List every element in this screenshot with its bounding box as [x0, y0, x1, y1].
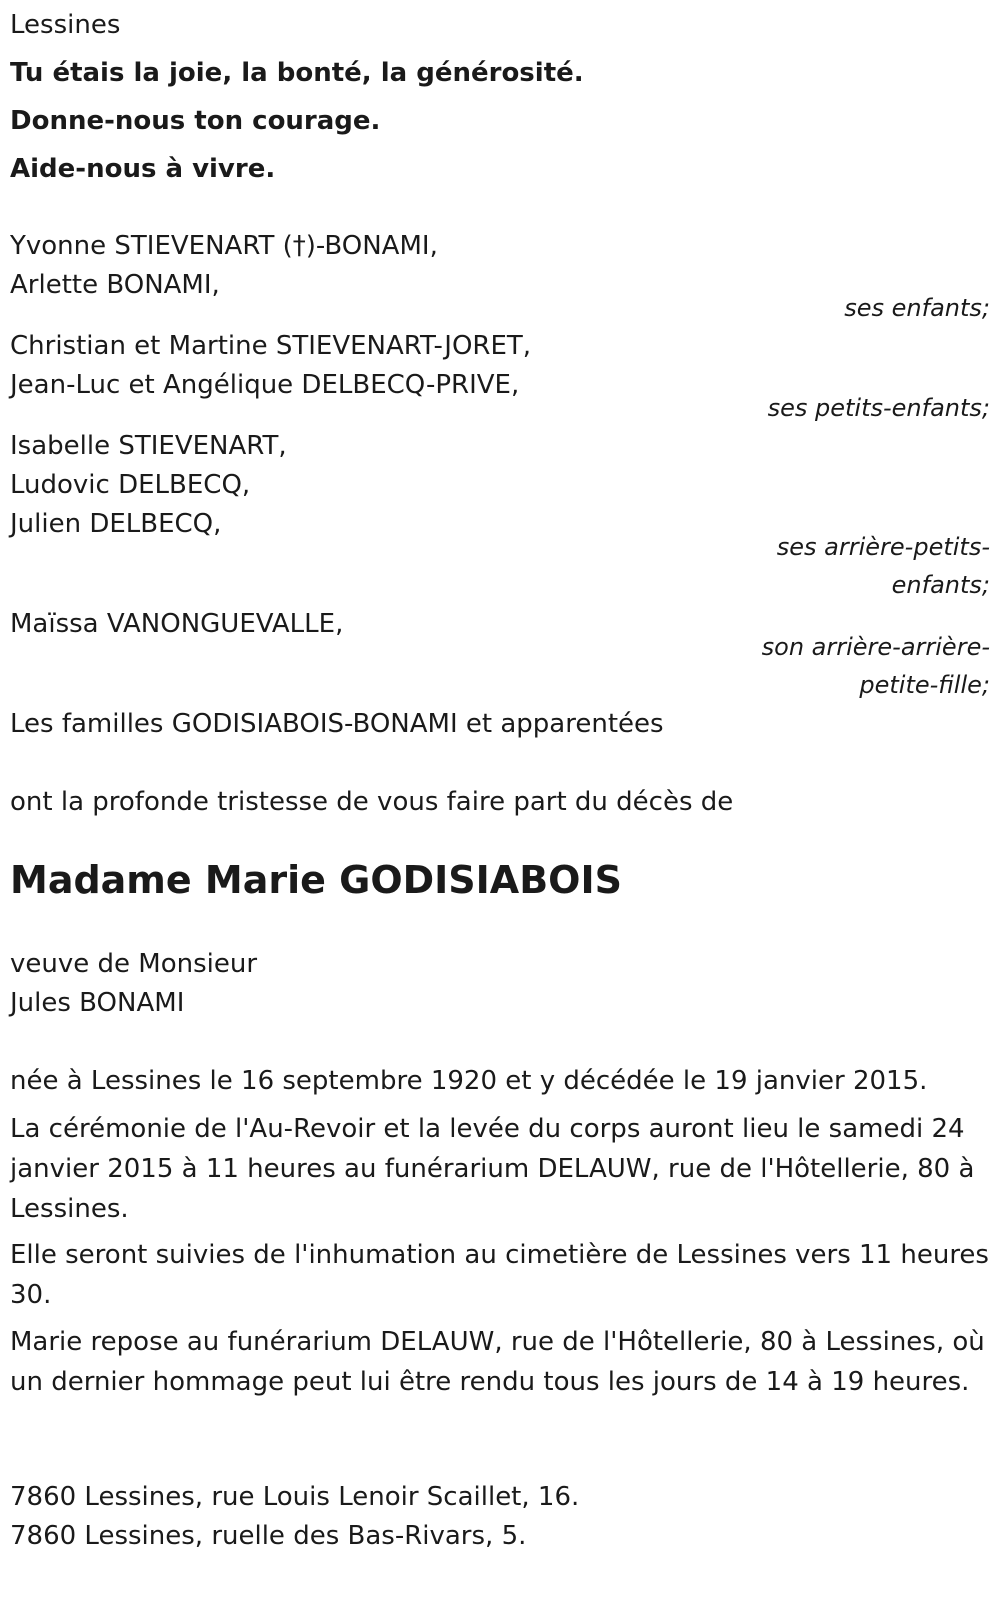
- visitation-paragraph: Marie repose au funérarium DELAUW, rue de l'Hôtellerie, 80 à Lessines, où un dernier hommage peut lui être rendu tous les jours de 14 à 19 heures.: [10, 1327, 985, 1397]
- relation-label: ses arrière-petits-: [776, 533, 990, 561]
- relation-label: ses enfants;: [844, 294, 990, 322]
- family-member: Yvonne STIEVENART (†)-BONAMI,: [10, 231, 438, 261]
- widow-line: Jules BONAMI: [10, 988, 185, 1018]
- ceremony-paragraph: La cérémonie de l'Au-Revoir et la levée du corps auront lieu le samedi 24 janvier 2015 à 11 heures au funérarium DELAUW, rue de l'Hôtellerie, 80 à Lessines.: [10, 1114, 975, 1224]
- family-member: Arlette BONAMI,: [10, 270, 220, 300]
- announcement: ont la profonde tristesse de vous faire part du décès de: [10, 787, 734, 817]
- address-line: 7860 Lessines, rue Louis Lenoir Scaillet, 16.: [10, 1482, 580, 1512]
- family-member: Ludovic DELBECQ,: [10, 470, 251, 500]
- address-line: 7860 Lessines, ruelle des Bas-Rivars, 5.: [10, 1521, 527, 1551]
- poem-line: Donne-nous ton courage.: [10, 106, 381, 136]
- relation-label: ses petits-enfants;: [767, 394, 990, 422]
- poem-line: Tu étais la joie, la bonté, la générosité.: [10, 58, 584, 88]
- family-member: Maïssa VANONGUEVALLE,: [10, 609, 344, 639]
- poem-line: Aide-nous à vivre.: [10, 154, 276, 184]
- birth-death: née à Lessines le 16 septembre 1920 et y décédée le 19 janvier 2015.: [10, 1066, 928, 1096]
- relation-label: petite-fille;: [859, 671, 990, 699]
- location-header: Lessines: [10, 10, 121, 40]
- family-member: Julien DELBECQ,: [10, 509, 222, 539]
- families-line: Les familles GODISIABOIS-BONAMI et apparentées: [10, 709, 664, 739]
- relation-label: son arrière-arrière-: [761, 633, 990, 661]
- deceased-name: Madame Marie GODISIABOIS: [10, 858, 622, 902]
- relation-label: enfants;: [891, 571, 990, 599]
- family-member: Christian et Martine STIEVENART-JORET,: [10, 331, 532, 361]
- family-member: Jean-Luc et Angélique DELBECQ-PRIVE,: [10, 370, 520, 400]
- widow-line: veuve de Monsieur: [10, 949, 258, 979]
- burial-paragraph: Elle seront suivies de l'inhumation au cimetière de Lessines vers 11 heures 30.: [10, 1240, 989, 1310]
- family-member: Isabelle STIEVENART,: [10, 431, 287, 461]
